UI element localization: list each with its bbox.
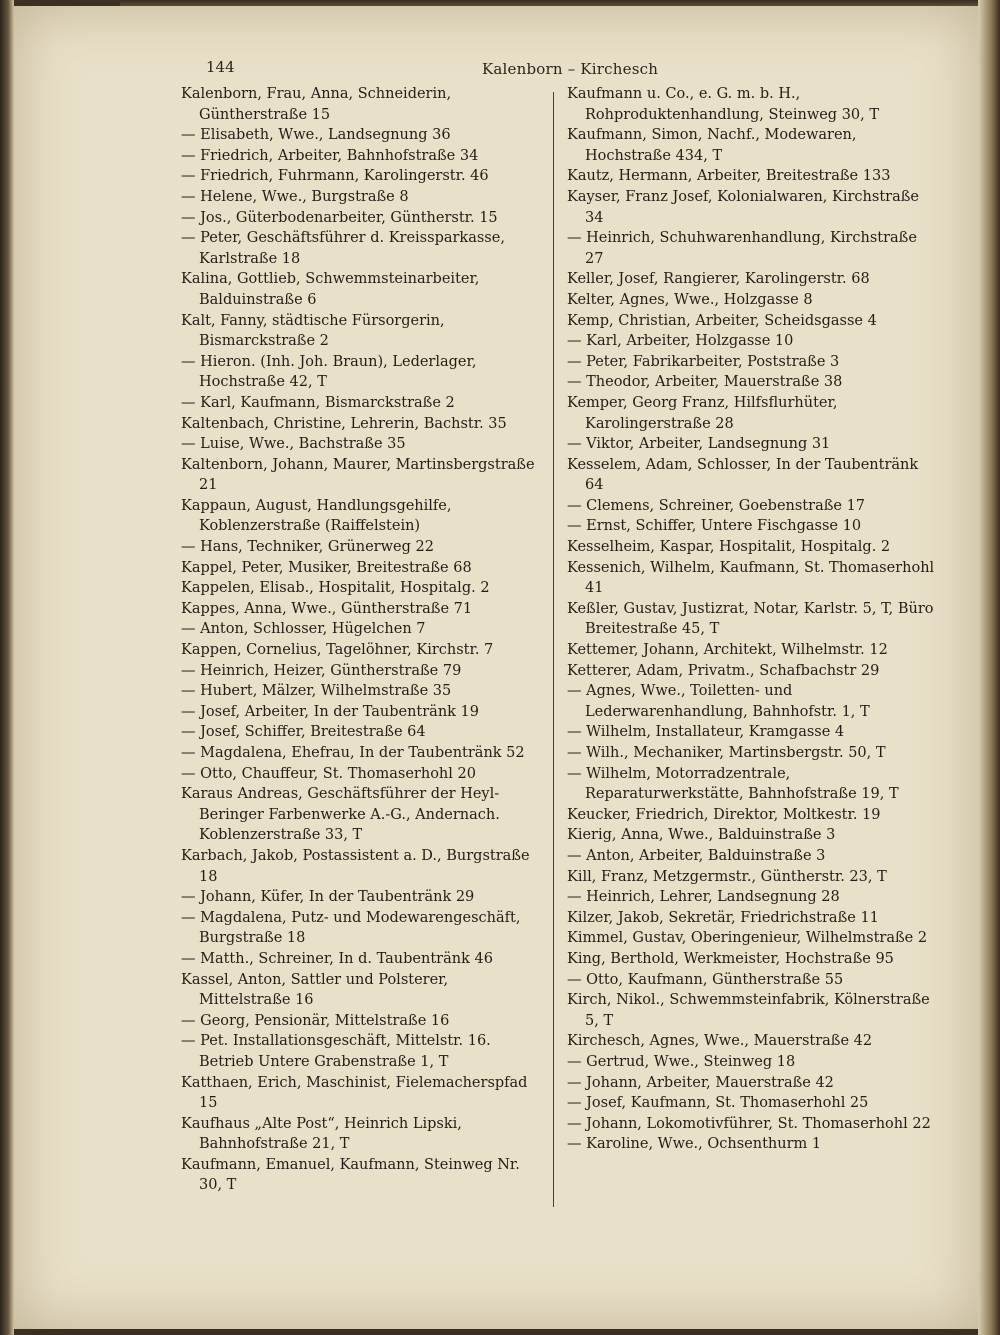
directory-entry: — Matth., Schreiner, In d. Taubentränk 46 — [181, 950, 493, 967]
directory-entry: — Pet. Installationsgeschäft, Mittelstr. 16. Betrieb Untere Grabenstraße 1, T — [181, 1033, 491, 1070]
directory-entry: — Magdalena, Ehefrau, In der Taubentränk 52 — [181, 745, 525, 761]
directory-entry: Kirch, Nikol., Schwemmsteinfabrik, Kölnerstraße 5, T — [567, 992, 930, 1029]
directory-entry: Kalenborn, Frau, Anna, Schneiderin, Güntherstraße 15 — [181, 86, 452, 123]
directory-entry: Kierig, Anna, Wwe., Balduinstraße 3 — [567, 827, 836, 844]
directory-entry: — Friedrich, Arbeiter, Bahnhofstraße 34 — [181, 147, 479, 164]
directory-entry: — Anton, Arbeiter, Balduinstraße 3 — [567, 847, 826, 864]
directory-entry: — Karl, Arbeiter, Holzgasse 10 — [567, 333, 794, 350]
directory-entry: Keßler, Gustav, Justizrat, Notar, Karlstr. 5, T, Büro Breitestraße 45, T — [567, 600, 934, 638]
right-column — [567, 84, 935, 1155]
directory-entry: Kessenich, Wilhelm, Kaufmann, St. Thomaserhohl 41 — [567, 559, 935, 597]
page-right-edge — [978, 0, 1000, 1335]
directory-entry: — Josef, Kaufmann, St. Thomaserhohl 25 — [567, 1095, 869, 1112]
directory-entry: — Friedrich, Fuhrmann, Karolingerstr. 46 — [181, 168, 489, 185]
directory-entry: Kaltenborn, Johann, Maurer, Martinsbergstraße 21 — [181, 456, 535, 494]
directory-entry: — Wilhelm, Motorradzentrale, Reparaturwerkstätte, Bahnhofstraße 19, T — [567, 765, 899, 803]
directory-entry: — Johann, Arbeiter, Mauerstraße 42 — [567, 1074, 834, 1091]
directory-entry: Kassel, Anton, Sattler und Polsterer, Mittelstraße 16 — [181, 971, 449, 1009]
directory-entry: — Johann, Küfer, In der Taubentränk 29 — [181, 889, 475, 906]
directory-entry: — Georg, Pensionär, Mittelstraße 16 — [181, 1012, 450, 1029]
directory-entry: — Ernst, Schiffer, Untere Fischgasse 10 — [567, 518, 862, 535]
directory-entry: — Peter, Fabrikarbeiter, Poststraße 3 — [567, 353, 840, 370]
directory-entry: — Elisabeth, Wwe., Landsegnung 36 — [181, 127, 451, 144]
directory-entry: Kirchesch, Agnes, Wwe., Mauerstraße 42 — [567, 1033, 873, 1050]
directory-entry: Ketterer, Adam, Privatm., Schafbachstr 29 — [567, 662, 880, 679]
directory-entry: Kaltenbach, Christine, Lehrerin, Bachstr. 35 — [181, 415, 507, 432]
directory-entry: — Heinrich, Heizer, Güntherstraße 79 — [181, 662, 462, 679]
directory-entry: Katthaen, Erich, Maschinist, Fielemacherspfad 15 — [181, 1074, 528, 1112]
directory-entry: Kappen, Cornelius, Tagelöhner, Kirchstr. 7 — [181, 642, 494, 659]
running-head: Kalenborn – Kirchesch — [482, 60, 659, 78]
directory-entry: — Viktor, Arbeiter, Landsegnung 31 — [567, 436, 831, 453]
directory-entry: Keller, Josef, Rangierer, Karolingerstr. 68 — [567, 271, 870, 288]
directory-entry: Kesselheim, Kaspar, Hospitalit, Hospitalg. 2 — [567, 539, 891, 556]
directory-entry: — Magdalena, Putz- und Modewarengeschäft, Burgstraße 18 — [181, 909, 521, 947]
directory-entry: Kemper, Georg Franz, Hilfsflurhüter, Karolingerstraße 28 — [567, 394, 838, 432]
directory-entry: Kappelen, Elisab., Hospitalit, Hospitalg. 2 — [181, 580, 490, 597]
directory-entry: Kaufhaus „Alte Post“, Heinrich Lipski, Bahnhofstraße 21, T — [181, 1115, 462, 1153]
directory-entry: — Luise, Wwe., Bachstraße 35 — [181, 436, 406, 453]
directory-entry: — Hieron. (Inh. Joh. Braun), Lederlager, Hochstraße 42, T — [181, 353, 477, 391]
directory-entry: — Peter, Geschäftsführer d. Kreissparkasse, Karlstraße 18 — [181, 230, 505, 267]
directory-entry: — Clemens, Schreiner, Goebenstraße 17 — [567, 497, 866, 514]
directory-entry: Kemp, Christian, Arbeiter, Scheidsgasse 4 — [567, 312, 877, 329]
directory-entry: — Anton, Schlosser, Hügelchen 7 — [181, 621, 426, 638]
directory-entry: Karaus Andreas, Geschäftsführer der Heyl-Beringer Farbenwerke A.-G., Andernach. Koblenzerstraße 33, T — [181, 786, 500, 844]
directory-entry: — Karl, Kaufmann, Bismarckstraße 2 — [181, 394, 455, 411]
directory-entry: Kaufmann u. Co., e. G. m. b. H., Rohproduktenhandlung, Steinweg 30, T — [567, 86, 880, 123]
directory-entry: — Agnes, Wwe., Toiletten- und Lederwarenhandlung, Bahnhofstr. 1, T — [567, 683, 870, 720]
directory-entry: Kappel, Peter, Musiker, Breitestraße 68 — [181, 559, 472, 576]
directory-entry: — Karoline, Wwe., Ochsenthurm 1 — [567, 1136, 822, 1153]
directory-entry: Kayser, Franz Josef, Kolonialwaren, Kirchstraße 34 — [567, 188, 920, 226]
left-column — [181, 84, 543, 1196]
directory-entry: — Jos., Güterbodenarbeiter, Güntherstr. 15 — [181, 209, 498, 226]
directory-entry: Keucker, Friedrich, Direktor, Moltkestr. 19 — [567, 806, 881, 823]
directory-entry: — Heinrich, Schuhwarenhandlung, Kirchstraße 27 — [567, 230, 917, 267]
directory-entry: Kalt, Fanny, städtische Fürsorgerin, Bismarckstraße 2 — [181, 312, 445, 350]
directory-entry: Kimmel, Gustav, Oberingenieur, Wilhelmstraße 2 — [567, 930, 928, 947]
directory-entry: Kaufmann, Simon, Nachf., Modewaren, Hochstraße 434, T — [567, 127, 857, 164]
directory-entry: Kappes, Anna, Wwe., Güntherstraße 71 — [181, 600, 473, 617]
directory-entry: — Josef, Arbeiter, In der Taubentränk 19 — [181, 703, 480, 720]
page-binding-edge — [0, 0, 14, 1335]
page-number: 144 — [206, 58, 235, 76]
directory-entry: Kaufmann, Emanuel, Kaufmann, Steinweg Nr. 30, T — [181, 1156, 520, 1194]
directory-entry: Kettemer, Johann, Architekt, Wilhelmstr. 12 — [567, 642, 888, 659]
directory-entry: — Otto, Kaufmann, Güntherstraße 55 — [567, 971, 844, 988]
directory-entry: — Theodor, Arbeiter, Mauerstraße 38 — [567, 374, 843, 391]
directory-entry: Kalina, Gottlieb, Schwemmsteinarbeiter, Balduinstraße 6 — [181, 271, 480, 308]
directory-entry: — Hans, Techniker, Grünerweg 22 — [181, 539, 434, 556]
directory-entry: — Otto, Chauffeur, St. Thomaserhohl 20 — [181, 765, 476, 782]
directory-entry: — Heinrich, Lehrer, Landsegnung 28 — [567, 889, 840, 906]
directory-entry: — Helene, Wwe., Burgstraße 8 — [181, 188, 409, 205]
directory-entry: Kesselem, Adam, Schlosser, In der Taubentränk 64 — [567, 456, 919, 494]
directory-entry: Kill, Franz, Metzgermstr., Güntherstr. 23, T — [567, 868, 887, 885]
directory-entry: Kappaun, August, Handlungsgehilfe, Koblenzerstraße (Raiffelstein) — [181, 497, 452, 535]
directory-entry: Karbach, Jakob, Postassistent a. D., Burgstraße 18 — [181, 847, 530, 885]
directory-entry: — Josef, Schiffer, Breitestraße 64 — [181, 724, 426, 741]
directory-entry: Kelter, Agnes, Wwe., Holzgasse 8 — [567, 291, 813, 308]
directory-entry: — Wilh., Mechaniker, Martinsbergstr. 50, T — [567, 745, 886, 761]
column-divider — [553, 92, 554, 1207]
directory-entry: — Wilhelm, Installateur, Kramgasse 4 — [567, 724, 845, 741]
directory-entry: Kilzer, Jakob, Sekretär, Friedrichstraße 11 — [567, 909, 879, 926]
directory-entry: King, Berthold, Werkmeister, Hochstraße 95 — [567, 950, 894, 967]
directory-entry: — Gertrud, Wwe., Steinweg 18 — [567, 1053, 796, 1070]
directory-entry: Kautz, Hermann, Arbeiter, Breitestraße 133 — [567, 168, 891, 185]
directory-entry: — Hubert, Mälzer, Wilhelmstraße 35 — [181, 683, 452, 700]
directory-entry: — Johann, Lokomotivführer, St. Thomaserhohl 22 — [567, 1115, 931, 1132]
